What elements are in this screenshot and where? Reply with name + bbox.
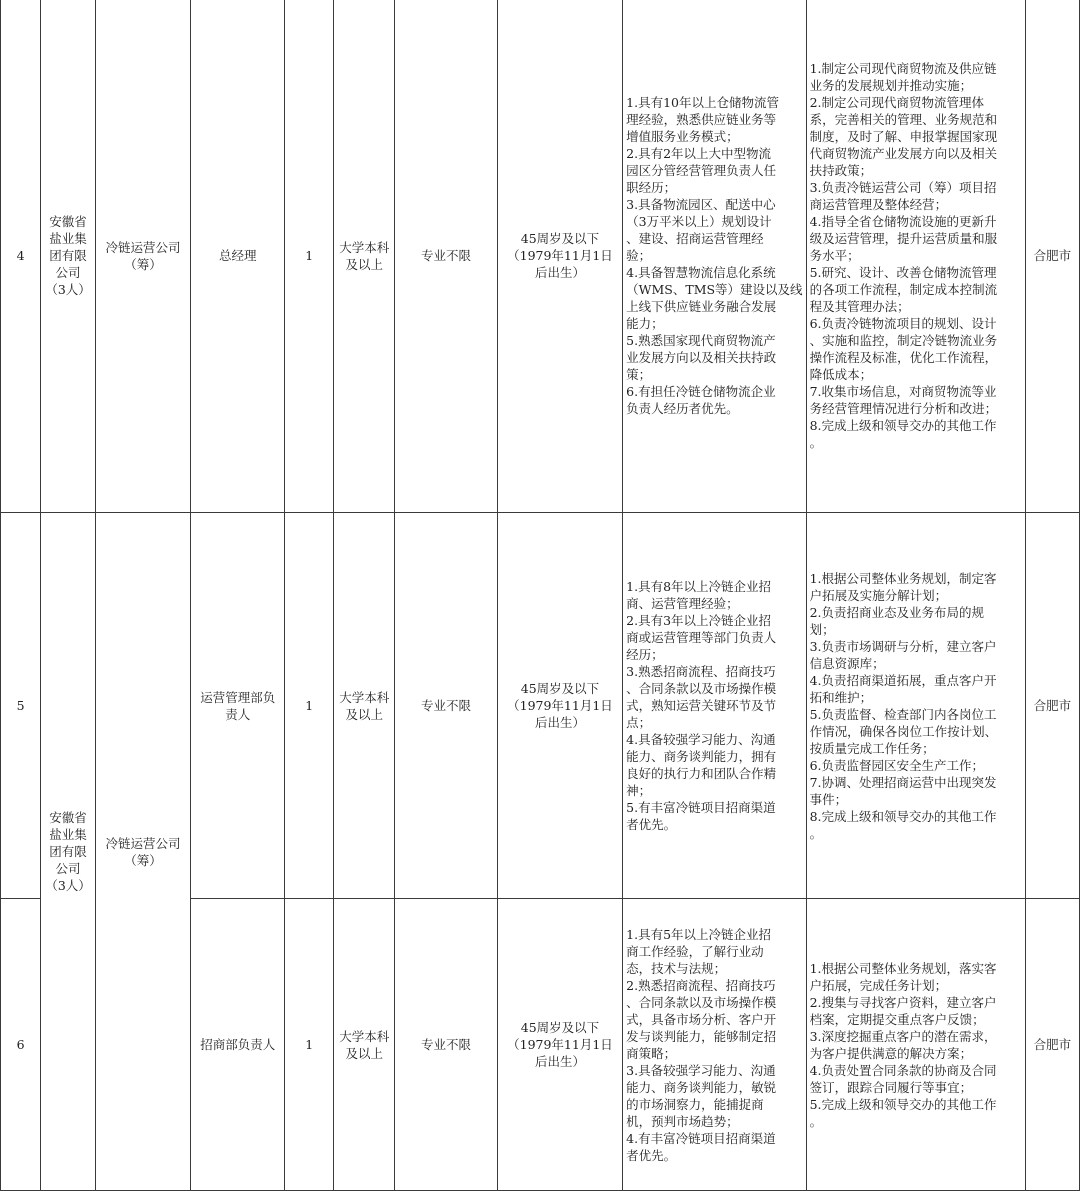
major-requirement: 专业不限 <box>395 899 498 1191</box>
text-line: 商策略； <box>626 1045 677 1061</box>
text-line: 7.协调、处理招商运营中出现突发 <box>809 774 997 790</box>
text-line: 签订，跟踪合同履行等事宜； <box>809 1079 973 1095</box>
age-birthdate: （1979年11月1日后出生） <box>507 698 613 730</box>
text-line: （3万平米以上）规划设计 <box>626 214 772 229</box>
work-location: 合肥市 <box>1025 513 1079 899</box>
job-duties <box>806 0 1025 513</box>
text-line: 1.具有10年以上仓储物流管 <box>626 95 779 110</box>
headcount: 1 <box>285 899 334 1191</box>
text-line: 式，具备市场分析、客户开 <box>626 1011 777 1027</box>
text-line: 5.有丰富冷链项目招商渠道 <box>626 800 776 815</box>
job-duties <box>806 513 1025 899</box>
text-line: 者优先。 <box>626 817 677 832</box>
row-number: 4 <box>1 0 41 513</box>
text-line: （WMS、TMS等）建设以及线 <box>626 282 803 297</box>
text-line: 理经验，熟悉供应链业务等 <box>626 112 777 127</box>
qualification-requirements <box>623 0 806 513</box>
position-title: 总经理 <box>191 0 285 513</box>
text-line: 园区分管经营管理负责人任 <box>626 163 777 178</box>
text-line: 事件； <box>809 791 848 807</box>
text-line: 、实施和监控，制定冷链物流业务 <box>809 333 998 348</box>
text-line: 4.有丰富冷链项目招商渠道 <box>626 1130 776 1146</box>
unit-name: 冷链运营公司（筹） <box>95 0 191 513</box>
age-birthdate: （1979年11月1日后出生） <box>507 248 613 280</box>
text-line: 1.具有5年以上冷链企业招 <box>626 926 772 942</box>
age-requirement <box>497 0 622 513</box>
text-line: 3.具备较强学习能力、沟通 <box>626 1062 776 1078</box>
text-line: 3.熟悉招商流程、招商技巧 <box>626 664 776 679</box>
text-line: 5.完成上级和领导交办的其他工作 <box>809 1096 997 1112</box>
text-line: 者优先。 <box>626 1147 677 1163</box>
text-line: 4.具备智慧物流信息化系统 <box>626 265 776 280</box>
text-line: 能力、商务谈判能力，敏锐 <box>626 1079 777 1095</box>
text-line: 7.收集市场信息，对商贸物流等业 <box>809 384 997 399</box>
text-line: 神； <box>626 783 652 798</box>
text-line: 式，熟知运营关键环节及节 <box>626 698 777 713</box>
text-line: 8.完成上级和领导交办的其他工作 <box>809 808 997 824</box>
text-line: 2.具有3年以上冷链企业招 <box>626 613 772 628</box>
text-line: 4.负责招商渠道拓展，重点客户开 <box>809 672 997 688</box>
unit-name: 冷链运营公司（筹） <box>95 513 191 1191</box>
text-line: 务经营管理情况进行分析和改进； <box>809 401 998 416</box>
text-line: 2.搜集与寻找客户资料，建立客户 <box>809 994 997 1010</box>
age-limit: 45周岁及以下 <box>520 1020 600 1035</box>
text-line: 业发展方向以及相关扶持政 <box>626 350 777 365</box>
text-line: 3.具备物流园区、配送中心 <box>626 197 776 212</box>
text-line: 2.负责招商业态及业务布局的规 <box>809 604 984 620</box>
text-line: 降低成本； <box>809 367 873 382</box>
position-title: 运营管理部负责人 <box>191 513 285 899</box>
text-line: 职经历； <box>626 180 677 195</box>
text-line: 5.负责监督、检查部门内各岗位工 <box>809 706 997 722</box>
headcount: 1 <box>285 0 334 513</box>
text-line: 划； <box>809 621 835 637</box>
text-line: 4.指导全省仓储物流设施的更新升 <box>809 214 997 229</box>
text-line: 2.熟悉招商流程、招商技巧 <box>626 977 776 993</box>
text-line: 负责人经历者优先。 <box>626 401 739 416</box>
company-name: 安徽省盐业集团有限公司（3人） <box>41 0 95 513</box>
text-line: 2.制定公司现代商贸物流管理体 <box>809 95 984 110</box>
text-line: 能力； <box>626 316 664 331</box>
work-location: 合肥市 <box>1025 899 1079 1191</box>
text-line: 代商贸物流产业发展方向以及相关 <box>809 146 998 161</box>
text-line: 作情况，确保各岗位工作按计划、 <box>809 723 998 739</box>
position-title: 招商部负责人 <box>191 899 285 1191</box>
qualification-requirements <box>623 513 806 899</box>
age-birthdate: （1979年11月1日后出生） <box>507 1037 613 1069</box>
text-line: 务水平； <box>809 248 860 263</box>
headcount: 1 <box>285 513 334 899</box>
age-limit: 45周岁及以下 <box>520 231 600 246</box>
text-line: 6.负责冷链物流项目的规划、设计 <box>809 316 997 331</box>
text-line: 策； <box>626 367 652 382</box>
qualification-requirements <box>623 899 806 1191</box>
text-line: 商工作经验，了解行业动 <box>626 943 764 959</box>
text-line: 商、运营管理经验； <box>626 596 739 611</box>
text-line: 机，预判市场趋势； <box>626 1113 739 1129</box>
major-requirement: 专业不限 <box>395 0 498 513</box>
text-line: 的各项工作流程，制定成本控制流 <box>809 282 998 297</box>
text-line: 操作流程及标准，优化工作流程， <box>809 350 998 365</box>
text-line: 态，技术与法规； <box>626 960 727 976</box>
text-line: 。 <box>809 1113 823 1129</box>
text-line: 户拓展，完成任务计划； <box>809 977 948 993</box>
text-line: 4.具备较强学习能力、沟通 <box>626 732 776 747</box>
text-line: 信息资源库； <box>809 655 885 671</box>
major-requirement: 专业不限 <box>395 513 498 899</box>
text-line: 4.负责处置合同条款的协商及合同 <box>809 1062 997 1078</box>
text-line: 1.根据公司整体业务规划，落实客 <box>809 960 997 976</box>
text-line: 8.完成上级和领导交办的其他工作 <box>809 418 997 433</box>
text-line: 商或运营管理等部门负责人 <box>626 630 777 645</box>
text-line: 1.具有8年以上冷链企业招 <box>626 579 772 594</box>
education-requirement: 大学本科及以上 <box>334 513 395 899</box>
text-line: 的市场洞察力，能捕捉商 <box>626 1096 764 1112</box>
age-requirement <box>497 513 622 899</box>
text-line: 拓和维护； <box>809 689 873 705</box>
text-line: 经历； <box>626 647 664 662</box>
text-line: 级及运营管理，提升运营质量和服 <box>809 231 998 246</box>
text-line: 1.制定公司现代商贸物流及供应链 <box>809 61 997 76</box>
text-line: 发与谈判能力，能够制定招 <box>626 1028 777 1044</box>
text-line: 2.具有2年以上大中型物流 <box>626 146 772 161</box>
row-number: 5 <box>1 513 41 899</box>
text-line: 3.深度挖掘重点客户的潜在需求， <box>809 1028 997 1044</box>
text-line: 3.负责市场调研与分析，建立客户 <box>809 638 997 654</box>
text-line: 、合同条款以及市场操作模 <box>626 681 777 696</box>
text-line: 制度，及时了解、申报掌握国家现 <box>809 129 998 144</box>
text-line: 验； <box>626 248 652 263</box>
text-line: 点； <box>626 715 652 730</box>
text-line: 程及其管理办法； <box>809 299 910 314</box>
text-line: 、合同条款以及市场操作模 <box>626 994 777 1010</box>
text-line: 系，完善相关的管理、业务规范和 <box>809 112 998 127</box>
text-line: 良好的执行力和团队合作精 <box>626 766 777 781</box>
row-number: 6 <box>1 899 41 1191</box>
text-line: 业务的发展规划并推动实施； <box>809 78 973 93</box>
work-location: 合肥市 <box>1025 0 1079 513</box>
text-line: 为客户提供满意的解决方案； <box>809 1045 973 1061</box>
table-row <box>1 0 1080 513</box>
company-name: 安徽省盐业集团有限公司（3人） <box>41 513 95 1191</box>
age-limit: 45周岁及以下 <box>520 681 600 696</box>
text-line: 3.负责冷链运营公司（筹）项目招 <box>809 180 997 195</box>
text-line: 扶持政策； <box>809 163 873 178</box>
text-line: 上线下供应链业务融合发展 <box>626 299 777 314</box>
job-duties <box>806 899 1025 1191</box>
text-line: 能力、商务谈判能力，拥有 <box>626 749 777 764</box>
education-requirement: 大学本科及以上 <box>334 899 395 1191</box>
age-requirement <box>497 899 622 1191</box>
text-line: 5.研究、设计、改善仓储物流管理 <box>809 265 997 280</box>
table-row <box>1 513 1080 899</box>
text-line: 户拓展及实施分解计划； <box>809 587 948 603</box>
text-line: 5.熟悉国家现代商贸物流产 <box>626 333 776 348</box>
text-line: 。 <box>809 435 823 450</box>
text-line: 。 <box>809 825 823 841</box>
text-line: 6.有担任冷链仓储物流企业 <box>626 384 776 399</box>
text-line: 按质量完成工作任务； <box>809 740 935 756</box>
text-line: 、建设、招商运营管理经 <box>626 231 764 246</box>
text-line: 6.负责监督园区安全生产工作； <box>809 757 984 773</box>
text-line: 商运营管理及整体经营； <box>809 197 948 212</box>
education-requirement: 大学本科及以上 <box>334 0 395 513</box>
text-line: 1.根据公司整体业务规划，制定客 <box>809 570 997 586</box>
text-line: 增值服务业务模式； <box>626 129 739 144</box>
text-line: 档案，定期提交重点客户反馈； <box>809 1011 985 1027</box>
